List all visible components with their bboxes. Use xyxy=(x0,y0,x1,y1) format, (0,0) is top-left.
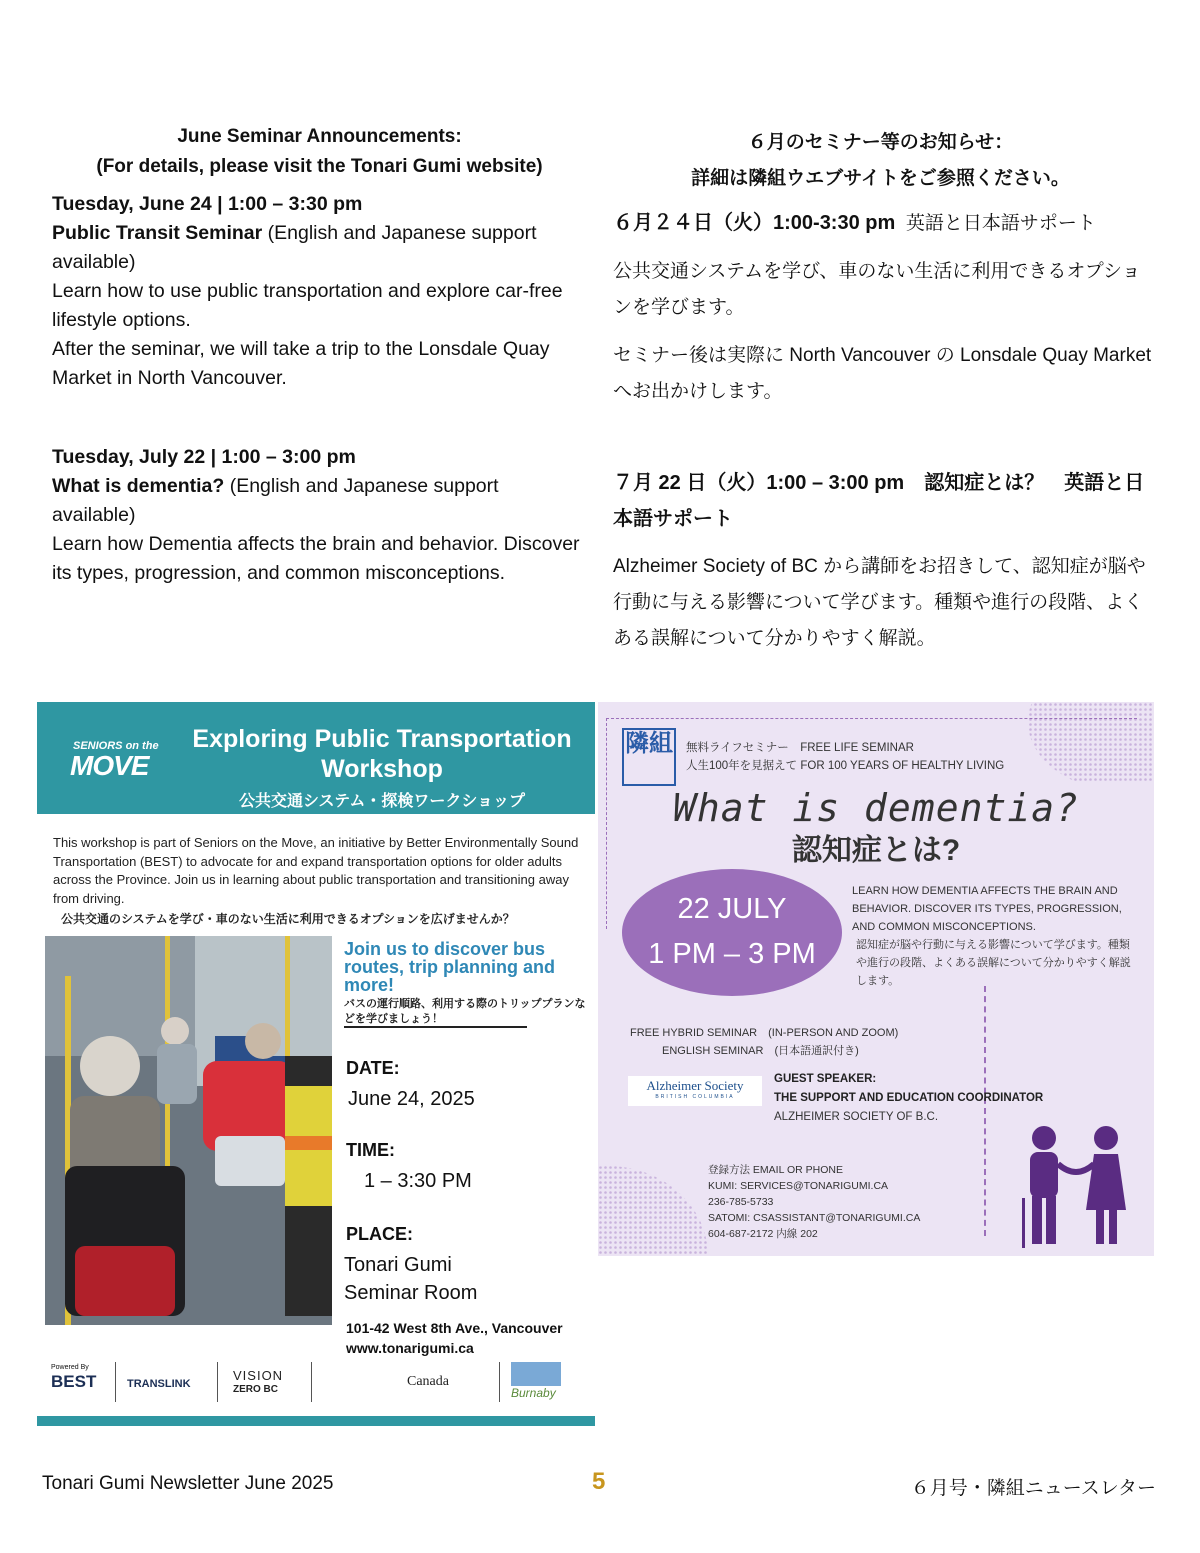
page-number: 5 xyxy=(592,1468,606,1495)
event-june-jp xyxy=(613,205,1153,410)
alzheimer-society-logo xyxy=(628,1076,762,1106)
join-us-heading: Join us to discover bus routes, trip planning and more! xyxy=(344,939,555,995)
dashed-line xyxy=(984,986,986,1236)
alzheimer-logo-text: Alzheimer Society xyxy=(646,1078,744,1093)
registration-method: 登録方法 EMAIL OR PHONE xyxy=(708,1164,843,1176)
burnaby-house-icon xyxy=(511,1362,561,1386)
dementia-title-jp: 認知症とは? xyxy=(791,834,961,867)
divider xyxy=(217,1362,218,1402)
contact-phone: 604-687-2172 内線 202 xyxy=(708,1228,818,1240)
event-june-en xyxy=(52,190,587,393)
seniors-on-move-logo: MOVE xyxy=(70,750,149,781)
event-name: What is dementia? xyxy=(52,475,225,497)
sponsor-logos xyxy=(49,1362,583,1407)
seminar-date: 22 JULY xyxy=(677,893,787,925)
right-title xyxy=(613,125,1148,197)
event-support: (English and Japanese support available) xyxy=(52,475,499,526)
event-name-line xyxy=(52,219,587,277)
poster-description: This workshop is part of Seniors on the Move, an initiative by Better Environmentally Sound Transportation (BEST) to advocate for and expand transportation options for older adults across the Province. Join us in learning about public transportation and transitioning away from driving. xyxy=(53,835,579,906)
english-seminar: ENGLISH SEMINAR (日本語通訳付き) xyxy=(662,1045,859,1057)
footer-newsletter-name: Tonari Gumi Newsletter June 2025 xyxy=(42,1473,334,1494)
guest-speaker-label: GUEST SPEAKER: xyxy=(774,1073,877,1085)
event-name: Public Transit Seminar xyxy=(52,222,263,244)
join-us-jp: バスの運行順路、利用する際のトリッププランなどを学びましょう！ xyxy=(344,998,586,1025)
event-support: 英語と日本語サポート xyxy=(905,213,1096,234)
free-life-seminar: 無料ライフセミナー FREE LIFE SEMINAR xyxy=(686,742,914,754)
footer-newsletter-name-jp: ６月号・隣組ニュースレター xyxy=(910,1478,1156,1499)
divider xyxy=(344,1026,527,1028)
event-desc: Learn how Dementia affects the brain and behavior. Discover its types, progression, and common misconceptions. xyxy=(52,533,580,584)
contact-email[interactable]: KUMI: SERVICES@TONARIGUMI.CA xyxy=(708,1180,889,1192)
event-desc: Learn how to use public transportation and explore car-free lifestyle options. xyxy=(52,280,563,331)
vision-zero-logo: VISION xyxy=(233,1368,284,1383)
place-value: Tonari Gumi xyxy=(344,1254,452,1276)
divider xyxy=(311,1362,312,1402)
contact-block xyxy=(708,1162,920,1242)
event-desc: セミナー後は実際に North Vancouver の Lonsdale Quay Market へお出かけします。 xyxy=(613,345,1152,402)
vision-zero-logo-sub: ZERO BC xyxy=(233,1384,278,1395)
guest-speaker-role: THE SUPPORT AND EDUCATION COORDINATOR xyxy=(774,1092,1044,1104)
poster-title: Exploring Public Transportation Workshop xyxy=(192,725,572,783)
event-support: (English and Japanese support available) xyxy=(52,222,537,273)
right-title-line2: 詳細は隣組ウエブサイトをご参照ください。 xyxy=(691,168,1070,189)
event-head: ７月 22 日（火）1:00 – 3:00 pm 認知症とは？ 英語と日本語サポート xyxy=(613,472,1145,530)
right-title-line1: ６月のセミナー等のお知らせ： xyxy=(747,132,1014,153)
best-logo-small: Powered By xyxy=(51,1364,89,1371)
elderly-couple-icon xyxy=(1016,1124,1136,1254)
description-jp: 認知症が脳や行動に与える影響について学びます。種類や進行の段階、よくある誤解について分かりやすく解説します。 xyxy=(856,939,1131,987)
canada-logo: Canada xyxy=(407,1374,449,1389)
translink-logo: TRANSLINK xyxy=(127,1378,191,1390)
event-date: Tuesday, July 22 | 1:00 – 3:00 pm xyxy=(52,446,356,468)
left-title-line2: (For details, please visit the Tonari Gumi website) xyxy=(96,156,543,177)
website-link[interactable]: www.tonarigumi.ca xyxy=(346,1340,474,1356)
date-label: DATE: xyxy=(346,1058,400,1078)
burnaby-logo: Burnaby xyxy=(511,1386,556,1400)
date-value: June 24, 2025 xyxy=(348,1088,475,1110)
contact-email[interactable]: SATOMI: CSASSISTANT@TONARIGUMI.CA xyxy=(708,1212,921,1224)
bus-interior-photo xyxy=(45,936,332,1325)
tonari-gumi-logo: 隣組 xyxy=(622,728,676,786)
event-head-line xyxy=(613,205,1153,242)
place-value: Seminar Room xyxy=(344,1282,478,1304)
event-date: Tuesday, June 24 | 1:00 – 3:30 pm xyxy=(52,193,363,215)
guest-speaker-org: ALZHEIMER SOCIETY OF B.C. xyxy=(774,1111,939,1123)
event-july-jp xyxy=(613,465,1153,657)
hybrid-seminar: FREE HYBRID SEMINAR (IN-PERSON AND ZOOM) xyxy=(630,1027,899,1039)
left-title xyxy=(52,122,587,182)
event-desc: Alzheimer Society of BC から講師をお招きして、認知症が脳や行動に与える影響について学びます。種類や進行の段階、よくある誤解について分かりやすく解説。 xyxy=(613,556,1146,649)
address: 101-42 West 8th Ave., Vancouver xyxy=(346,1320,563,1336)
seniors-on-move-logo-small: SENIORS on the xyxy=(73,740,159,752)
event-name-line xyxy=(52,472,587,530)
dementia-description xyxy=(852,882,1140,990)
left-title-line1: June Seminar Announcements: xyxy=(177,126,462,147)
dementia-seminar-poster xyxy=(598,702,1154,1256)
place-label: PLACE: xyxy=(346,1224,413,1244)
event-desc: 公共交通システムを学び、車のない生活に利用できるオプションを学びます。 xyxy=(613,261,1141,318)
address-block xyxy=(346,1318,563,1358)
date-oval xyxy=(622,869,842,996)
time-label: TIME: xyxy=(346,1140,395,1160)
event-july-en xyxy=(52,443,587,588)
alzheimer-logo-sub: BRITISH COLUMBIA xyxy=(655,1094,735,1100)
event-desc: After the seminar, we will take a trip to the Lonsdale Quay Market in North Vancouver. xyxy=(52,338,550,389)
event-head: ６月２４日（火）1:00-3:30 pm xyxy=(613,212,896,234)
poster-description-jp: 公共交通のシステムを学び・車のない生活に利用できるオプションを広げませんか？ xyxy=(61,912,515,926)
dementia-title: What is dementia? xyxy=(673,786,1079,830)
seminar-time: 1 PM – 3 PM xyxy=(648,938,816,970)
best-logo: BEST xyxy=(51,1372,97,1391)
dot-pattern-decoration xyxy=(598,1150,708,1256)
time-value: 1 – 3:30 PM xyxy=(364,1170,472,1192)
contact-phone: 236-785-5733 xyxy=(708,1196,774,1208)
divider xyxy=(115,1362,116,1402)
poster-footer-band xyxy=(37,1416,595,1426)
description-en: LEARN HOW DEMENTIA AFFECTS THE BRAIN AND BEHAVIOR. DISCOVER ITS TYPES, PROGRESSION, AND COMMON MISCONCEPTIONS. xyxy=(852,885,1122,933)
divider xyxy=(499,1362,500,1402)
poster-title-jp: 公共交通システム・探検ワークショップ xyxy=(238,793,526,810)
healthy-living-line: 人生100年を見据えて FOR 100 YEARS OF HEALTHY LIVING xyxy=(686,760,1005,772)
transit-workshop-poster xyxy=(37,702,595,1426)
